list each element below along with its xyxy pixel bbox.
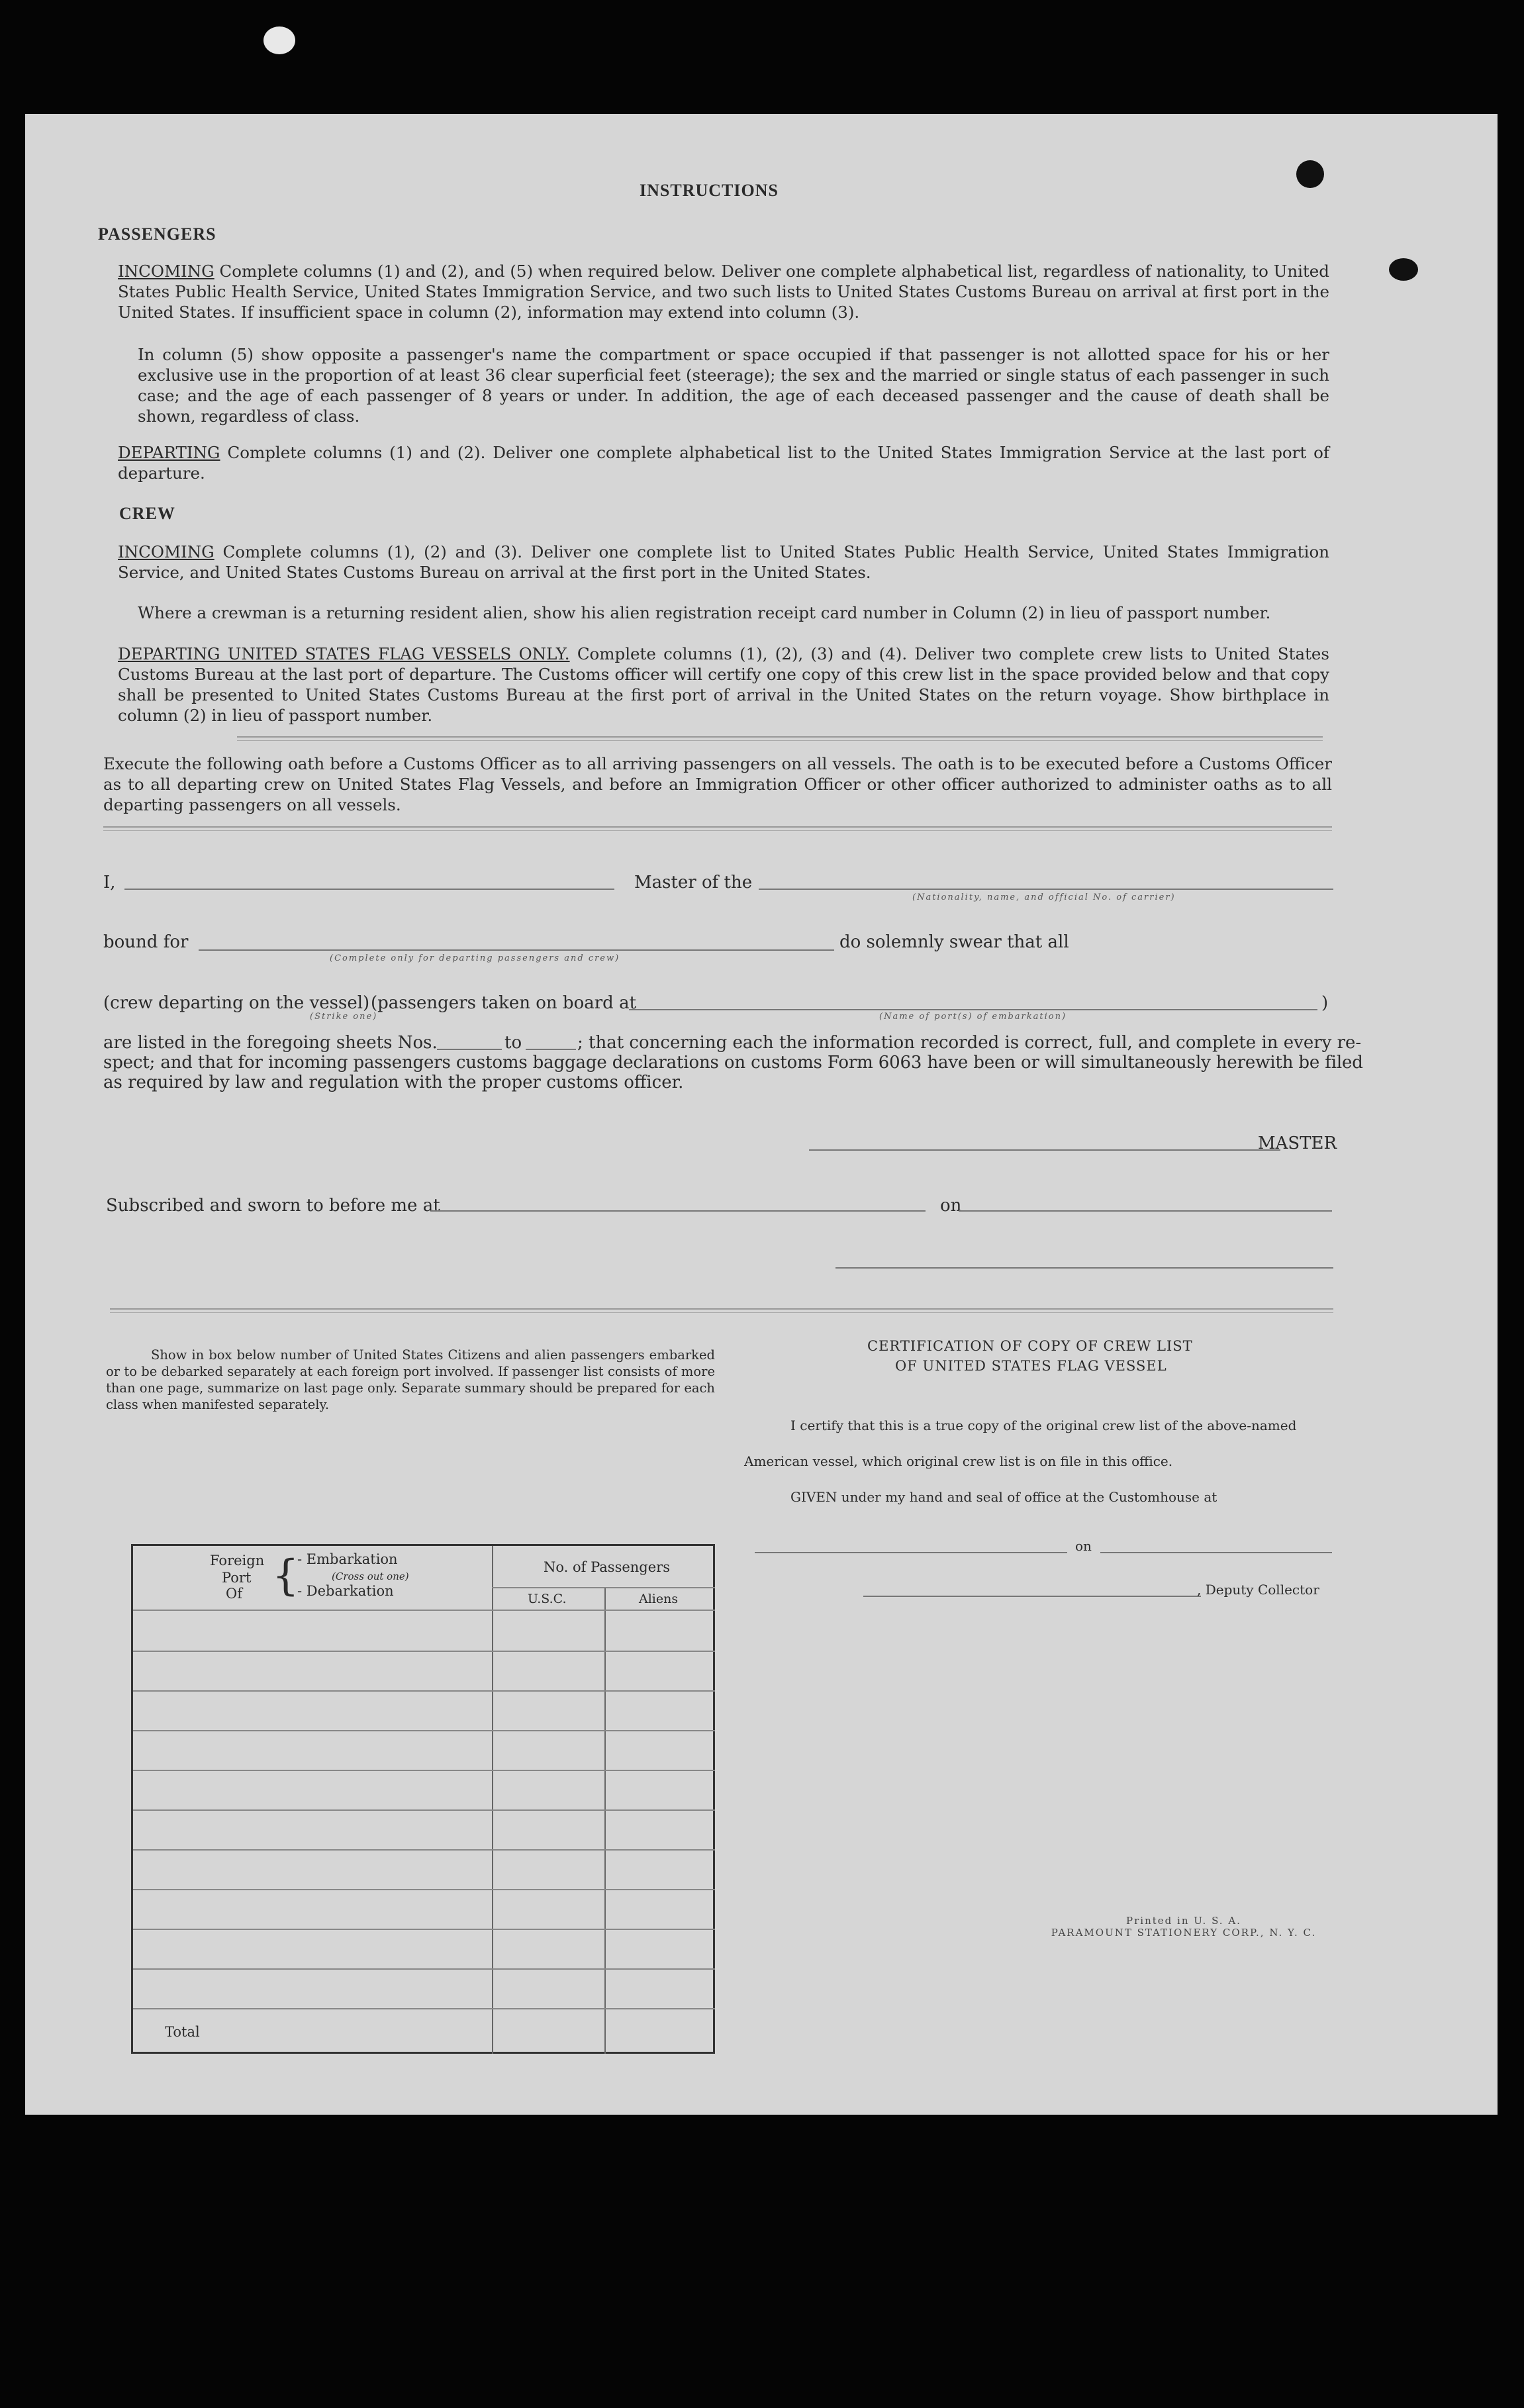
master-signature-field[interactable]	[809, 1149, 1280, 1151]
to-label: to	[504, 1033, 522, 1053]
printer-line-2: PARAMOUNT STATIONERY CORP., N. Y. C.	[1051, 1927, 1317, 1939]
carrier-field[interactable]	[759, 889, 1333, 890]
incoming-paragraph	[118, 261, 1329, 322]
of-label: Of	[226, 1586, 242, 1602]
spect-text: spect; and that for incoming passengers customs baggage declarations on customs Form 6063 have been or will simultaneously herewith be filed	[103, 1053, 1363, 1073]
officer-signature-field[interactable]	[835, 1267, 1333, 1269]
table-row	[133, 1770, 715, 1771]
foreign-label: Foreign	[210, 1553, 265, 1568]
deputy-signature-field[interactable]	[863, 1596, 1201, 1597]
incoming-text: Complete columns (1) and (2), and (5) when required below. Deliver one complete alphabetical list, regardless of nationality, to United States Public Health Service, United States Immigration Service, and two such lists to United States Customs Bureau on arrival at first port in the United States. If insufficient space in column (2), information may extend into column (3).	[118, 262, 1329, 322]
table-row	[133, 1929, 715, 1930]
sheet-to-field[interactable]	[526, 1049, 576, 1050]
nationality-caption: (Nationality, name, and official No. of carrier)	[912, 892, 1176, 902]
certification-subtitle: OF UNITED STATES FLAG VESSEL	[895, 1358, 1167, 1374]
master-of-the-label: Master of the	[634, 873, 753, 892]
page-title: INSTRUCTIONS	[640, 181, 779, 200]
crew-incoming-paragraph	[118, 542, 1329, 583]
crew-incoming-lead: INCOMING	[118, 542, 214, 561]
table-row	[133, 1730, 715, 1731]
given-line: GIVEN under my hand and seal of office at the Customhouse at	[790, 1489, 1217, 1505]
departing-paragraph	[118, 442, 1329, 483]
certification-date-field[interactable]	[1100, 1552, 1332, 1553]
swear-label: do solemnly swear that all	[839, 932, 1069, 952]
port-name-caption: (Name of port(s) of embarkation)	[879, 1012, 1067, 1022]
summary-note: Show in box below number of United States Citizens and alien passengers embarked or to be debarked separately at each foreign port involved. If passenger list consists of more than one page, summarize on last page only. Separate summary should be prepared for each class when manifested separately.	[106, 1347, 715, 1412]
incoming-lead: INCOMING	[118, 262, 214, 281]
close-paren: )	[1321, 993, 1329, 1013]
table-rule	[492, 1587, 715, 1588]
table-row	[133, 1849, 715, 1851]
table-row	[133, 2008, 715, 2009]
sheet-from-field[interactable]	[437, 1049, 502, 1050]
certify-line-2: American vessel, which original crew list is on file in this office.	[744, 1453, 1173, 1469]
master-label: MASTER	[1258, 1133, 1337, 1153]
subscribed-label: Subscribed and sworn to before me at	[106, 1196, 440, 1216]
certify-line-1: I certify that this is a true copy of the original crew list of the above-named	[790, 1418, 1297, 1433]
usc-header: U.S.C.	[528, 1592, 567, 1606]
subscribed-on-label: on	[940, 1196, 962, 1216]
flag-vessels-text: Complete columns (1), (2), (3) and (4). Deliver two complete crew lists to United States Customs Bureau at the last port of departure. The Customs officer will certify one copy of this crew list in the space provided below and that copy shall be presented to United States Customs Bureau at the first port of arrival in the United States on the return voyage. Show birthplace in column (2) in lieu of passport number.	[118, 644, 1329, 725]
table-row	[133, 1968, 715, 1970]
section-divider-2	[103, 826, 1332, 831]
debarkation-label: - Debarkation	[297, 1583, 394, 1599]
passengers-taken-option: (passengers taken on board at	[371, 993, 637, 1013]
table-divider	[492, 1546, 493, 2054]
departing-text: Complete columns (1) and (2). Deliver one complete alphabetical list to the United States Immigration Service at the last port of departure.	[118, 443, 1329, 483]
column5-paragraph: In column (5) show opposite a passenger's name the compartment or space occupied if that passenger is not allotted space for his or her exclusive use in the proportion of at least 36 clear superficial feet (steerage); the sex and the married or single status of each passenger in such case; and the age of each passenger of 8 years or under. In addition, the age of each deceased passenger and the cause of death shall be shown, regardless of class.	[138, 345, 1329, 426]
listed-label: are listed in the foregoing sheets Nos.	[103, 1033, 438, 1053]
aliens-header: Aliens	[639, 1592, 679, 1606]
table-row	[133, 1889, 715, 1890]
printer-line-1: Printed in U. S. A.	[1126, 1915, 1241, 1927]
certification-on-label: on	[1075, 1538, 1092, 1554]
flag-vessels-lead: DEPARTING UNITED STATES FLAG VESSELS ONLY.	[118, 644, 570, 663]
bound-for-field[interactable]	[199, 949, 834, 951]
port-embarkation-field[interactable]	[629, 1009, 1317, 1010]
deputy-collector-label: , Deputy Collector	[1197, 1582, 1319, 1598]
section-divider-3	[110, 1308, 1333, 1313]
brace-icon: {	[272, 1551, 299, 1600]
section-divider	[237, 736, 1323, 741]
law-text: as required by law and regulation with the proper customs officer.	[103, 1073, 684, 1092]
embarkation-label: - Embarkation	[297, 1551, 398, 1567]
oath-i-label: I,	[103, 873, 116, 892]
crew-heading: CREW	[119, 504, 175, 523]
table-row	[133, 1690, 715, 1692]
passenger-summary-table	[131, 1544, 715, 2054]
concerning-text: ; that concerning each the information recorded is correct, full, and complete in every re-	[577, 1033, 1362, 1053]
oath-instructions: Execute the following oath before a Customs Officer as to all arriving passengers on all vessels. The oath is to be executed before a Customs Officer as to all departing crew on United States Flag Vessels, and before an Immigration Officer or other officer authorized to administer oaths as to all departing passengers on all vessels.	[103, 754, 1332, 814]
cross-out-caption: (Cross out one)	[332, 1570, 409, 1582]
crewman-paragraph: Where a crewman is a returning resident alien, show his alien registration receipt card number in Column (2) in lieu of passport number.	[138, 603, 1271, 622]
strike-one-caption: (Strike one)	[310, 1012, 378, 1022]
master-name-field[interactable]	[124, 889, 614, 890]
table-rule-2	[133, 1610, 715, 1611]
total-label: Total	[165, 2024, 200, 2040]
film-speck	[263, 26, 295, 54]
crew-departing-option: (crew departing on the vessel)	[103, 993, 370, 1013]
bound-for-caption: (Complete only for departing passengers and crew)	[330, 953, 620, 963]
subscribed-date-field[interactable]	[959, 1210, 1332, 1212]
document-page	[25, 114, 1498, 2115]
punch-hole-mark	[1296, 160, 1324, 188]
passengers-heading: PASSENGERS	[98, 224, 216, 244]
crew-incoming-text: Complete columns (1), (2) and (3). Deliver one complete list to United States Public Health Service, United States Immigration Service, and United States Customs Bureau on arrival at the first port in the United States.	[118, 542, 1329, 582]
port-label: Port	[222, 1570, 252, 1586]
table-row	[133, 1651, 715, 1652]
bound-for-label: bound for	[103, 932, 189, 952]
no-passengers-header: No. of Passengers	[544, 1559, 670, 1575]
customhouse-field[interactable]	[755, 1552, 1067, 1553]
table-row	[133, 1809, 715, 1811]
punch-hole-mark-2	[1389, 258, 1418, 281]
table-divider-2	[604, 1587, 606, 2054]
flag-vessels-paragraph	[118, 644, 1329, 726]
certification-title: CERTIFICATION OF COPY OF CREW LIST	[867, 1338, 1193, 1354]
subscribed-place-field[interactable]	[430, 1210, 926, 1212]
departing-lead: DEPARTING	[118, 443, 220, 462]
